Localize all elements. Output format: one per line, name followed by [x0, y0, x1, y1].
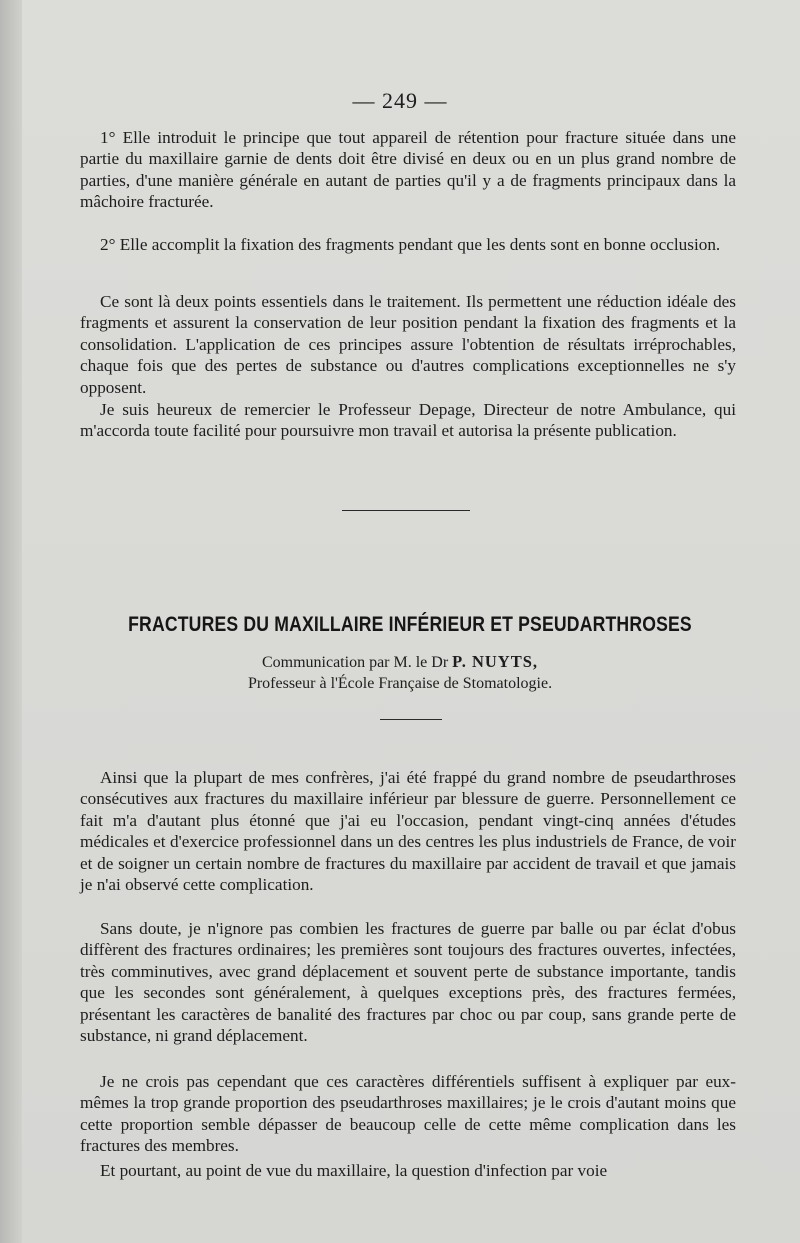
byline — [0, 652, 800, 673]
paragraph-principle-2: 2° Elle accomplit la fixation des fragments pendant que les dents sont en bonne occlusion. — [100, 235, 721, 254]
paragraph-body-4: Et pourtant, au point de vue du maxillaire, la question d'infection par voie — [100, 1161, 608, 1180]
author-name: P. NUYTS, — [452, 652, 539, 671]
page-edge-shadow — [0, 0, 22, 1243]
paragraph-body-1: Ainsi que la plupart de mes confrères, j'ai été frappé du grand nombre de pseudarthroses consécutives aux fractures du maxillaire inférieur par blessure de guerre. Personnellement ce fait m'a d'autant plus étonné que j'ai eu l'occasion, pendant vingt-cinq années d'études médicales et d'exercice professionnel dans un des centres les plus industriels de France, de voir et de soigner un certain nombre de fractures du maxillaire par accident de travail et que jamais je n'ai observé cette complication. — [80, 768, 736, 895]
section-divider — [342, 510, 470, 511]
paragraph-body-2: Sans doute, je n'ignore pas combien les fractures de guerre par balle ou par éclat d'obus diffèrent des fractures ordinaires; les premières sont toujours des fractures ouvertes, infectées, très comminutives, avec grand déplacement et souvent perte de substance importante, tandis que les secondes sont généralement, à quelques exceptions près, des fractures fermées, présentant les caractères de banalité des fractures par choc ou par coup, sans grande perte de substance, ni grand déplacement. — [80, 919, 736, 1046]
paragraph-body-3: Je ne crois pas cependant que ces caractères différentiels suffisent à expliquer par eux-mêmes la trop grande proportion des pseudarthroses maxillaires; je le crois d'autant moins que cette proportion semble dépasser de beaucoup celle de cette même complication dans les fractures des membres. — [80, 1072, 736, 1156]
title-divider — [380, 719, 442, 720]
page-number: — 249 — — [352, 88, 448, 113]
byline-prefix: Communication par M. le Dr — [261, 654, 449, 671]
paragraph-principle-1: 1° Elle introduit le principe que tout appareil de rétention pour fracture située dans une partie du maxillaire garnie de dents doit être divisé en deux ou en un plus grand nombre de parties, d'une manière générale en autant de parties qu'il y a de fragments principaux dans la mâchoire fracturée. — [80, 128, 736, 212]
paragraph-essential-points: Ce sont là deux points essentiels dans le traitement. Ils permettent une réduction idéale des fragments et assurent la conservation de leur position pendant la fixation des fragments et la consolidation. L'application de ces principes assure l'obtention de résultats irréprochables, chaque fois que des pertes de substance ou d'autres complications exceptionnelles ne s'y opposent. — [80, 292, 736, 397]
article-title: FRACTURES DU MAXILLAIRE INFÉRIEUR ET PSEUDARTHROSES — [128, 612, 692, 636]
paragraph-acknowledgement: Je suis heureux de remercier le Professeur Depage, Directeur de notre Ambulance, qui m'accorda toute facilité pour poursuivre mon travail et autorisa la présente publication. — [80, 400, 736, 441]
author-affiliation: Professeur à l'École Française de Stomatologie. — [247, 675, 553, 692]
